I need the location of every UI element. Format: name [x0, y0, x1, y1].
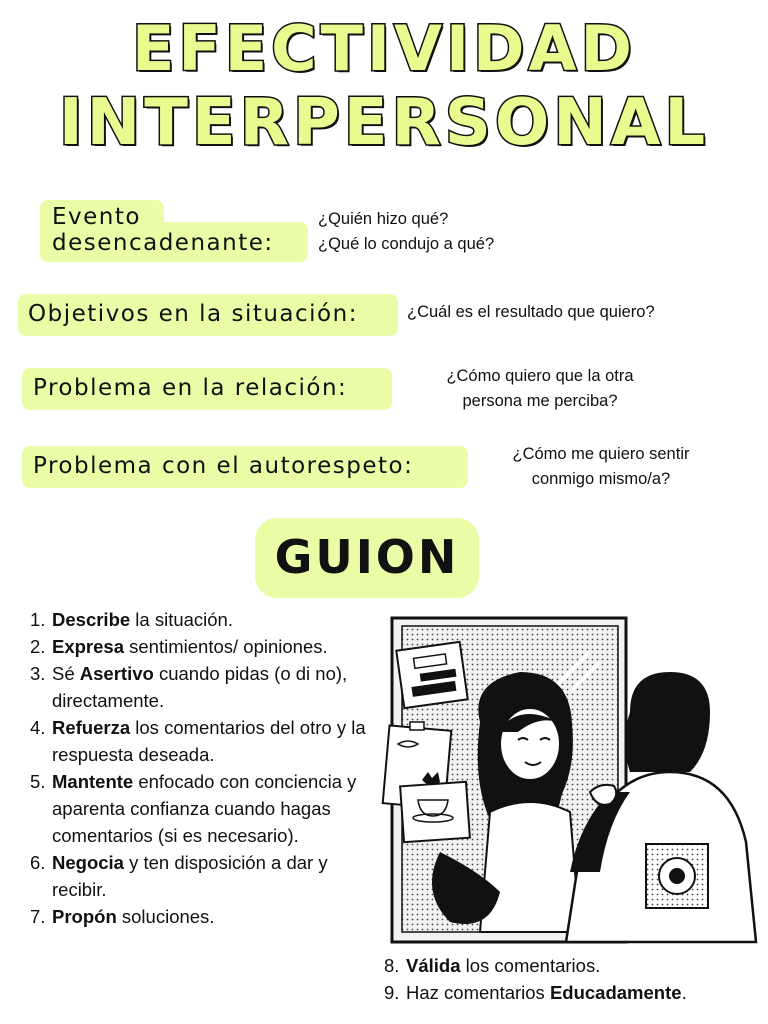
- guion-heading: GUION: [274, 530, 460, 584]
- title-line-2: INTERPERSONAL: [58, 86, 710, 160]
- note-coffee-icon: [400, 782, 470, 842]
- label-pill: [22, 446, 468, 488]
- list-item: 5. Mantente enfocado con conciencia y aparenta confianza cuando hagas comentarios (si es necesario).: [30, 771, 357, 846]
- section-label: Problema en la relación:: [33, 375, 348, 401]
- note-chart-icon: [396, 642, 467, 708]
- list-item: 8. Válida los comentarios.: [384, 955, 601, 976]
- list-item: 2. Expresa sentimientos/ opiniones.: [30, 636, 328, 657]
- section-label: Problema con el autorespeto:: [33, 453, 414, 479]
- mirror-reflection-illustration: [380, 612, 760, 948]
- list-item: 7. Propón soluciones.: [30, 906, 215, 927]
- guion-badge: [255, 518, 479, 598]
- title-line-1: EFECTIVIDAD: [132, 12, 636, 85]
- section-questions: ¿Cómo quiero que la otra persona me perciba?: [446, 367, 634, 410]
- section-label: Evento desencadenante:: [52, 204, 274, 256]
- list-item: 9. Haz comentarios Educadamente.: [384, 982, 687, 1003]
- list-item: 6. Negocia y ten disposición a dar y recibir.: [30, 852, 328, 900]
- list-item: 4. Refuerza los comentarios del otro y la respuesta deseada.: [30, 717, 366, 765]
- list-item: 1. Describe la situación.: [30, 609, 233, 630]
- script-steps-list: [30, 606, 380, 930]
- section-questions: ¿Cómo me quiero sentir conmigo mismo/a?: [512, 445, 690, 488]
- script-steps-list-continued: [384, 952, 764, 1006]
- section-questions: ¿Quién hizo qué? ¿Qué lo condujo a qué?: [318, 210, 495, 253]
- label-pill: [22, 368, 392, 410]
- section-label: Objetivos en la situación:: [28, 301, 358, 327]
- list-item: 3. Sé Asertivo cuando pidas (o di no), directamente.: [30, 663, 348, 711]
- label-pill: [18, 294, 398, 336]
- section-questions: ¿Cuál es el resultado que quiero?: [407, 303, 655, 321]
